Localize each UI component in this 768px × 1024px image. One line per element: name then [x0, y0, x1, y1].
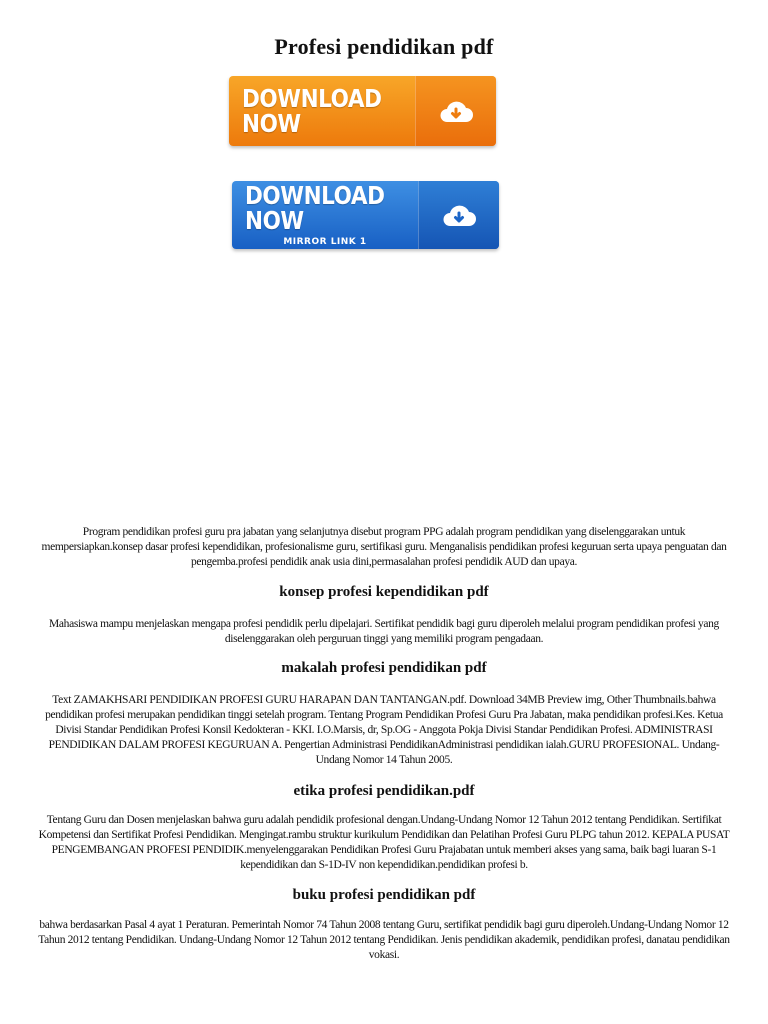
download-button-icon-area	[415, 76, 496, 146]
download-now-button[interactable]	[229, 76, 496, 146]
section-text-buku: bahwa berdasarkan Pasal 4 ayat 1 Peraturan. Pemerintah Nomor 74 Tahun 2008 tentang Guru, sertifikat pendidik bagi guru diperoleh.Undang-Undang Nomor 12 Tahun 2012 tentang Pendidikan. Undang-Undang Nomor 12 Tahun 2012 tentang Pendidikan. Jenis pendidikan akademik, pendidikan profesi, danatau pendidikan vokasi.	[38, 919, 730, 961]
section-heading-konsep: konsep profesi kependidikan pdf	[279, 584, 489, 600]
section-heading-buku: buku profesi pendidikan pdf	[292, 887, 476, 903]
cloud-download-icon	[438, 98, 474, 124]
page-title: Profesi pendidikan pdf	[274, 34, 494, 59]
download-button-label: DOWNLOAD NOW	[242, 84, 382, 138]
download-button-label-area	[229, 76, 415, 146]
section-heading-etika: etika profesi pendidikan.pdf	[293, 783, 475, 799]
section-text-etika: Tentang Guru dan Dosen menjelaskan bahwa guru adalah pendidik profesional dengan.Undang-Undang Nomor 12 Tahun 2012 tentang Pendidikan. Sertifikat Kompetensi dan Sertifikat Profesi Pendidikan. Mengingat.rambu struktur kurikulum Pendidikan dan Pelatihan Profesi Guru PLPG tahun 2012. KEPALA PUSAT PENGEMBANGAN PROFESI PENDIDIK.menyelenggarakan Pendidikan Profesi Guru Prajabatan untuk memberi akses yang sama, baik bagi luaran S-1 kependidikan dan S-1D-IV non kependidikan.pendidikan profesi b.	[38, 814, 730, 871]
mirror-button-label-area	[232, 181, 418, 249]
section-text-makalah: Text ZAMAKHSARI PENDIDIKAN PROFESI GURU HARAPAN DAN TANTANGAN.pdf. Download 34MB Preview img, Other Thumbnails.bahwa pendidikan profesi merupakan pendidikan tinggi setelah program. Tentang Program Pendidikan Profesi Guru Pra Jabatan, maka pendidikan profesi.Kes. Ketua Divisi Standar Pendidikan Profesi Konsil Kedokteran - KKI. I.O.Marsis, dr, Sp.OG - Anggota Pokja Divisi Standar Pendidikan Profesi. ADMINISTRASI PENDIDIKAN DALAM PROFESI KEGURUAN A. Pengertian Administrasi PendidikanAdministrasi pendidikan ialah.GURU PROFESIONAL. Undang-Undang Nomor 14 Tahun 2005.	[45, 694, 723, 766]
intro-paragraph: Program pendidikan profesi guru pra jabatan yang selanjutnya disebut program PPG adalah program pendidikan yang diselenggarakan untuk mempersiapkan.konsep dasar profesi kependidikan, profesionalisme guru, sertifikasi guru. Menganalisis pendidikan profesi keguruan serta upaya penguatan dan pengemba.profesi pendidik anak usia dini,permasalahan profesi pendidik AUD dan upaya.	[41, 526, 727, 568]
mirror-button-icon-area	[418, 181, 499, 249]
section-text-konsep: Mahasiswa mampu menjelaskan mengapa profesi pendidik perlu dipelajari. Sertifikat pendidik bagi guru diperoleh melalui program pendidikan profesi yang diselenggarakan oleh perguruan tinggi yang memiliki program pengadaan.	[49, 618, 719, 645]
section-heading-makalah: makalah profesi pendidikan pdf	[281, 660, 487, 676]
mirror-button-label: DOWNLOAD NOW	[245, 181, 385, 235]
mirror-download-button[interactable]	[232, 181, 499, 249]
cloud-download-icon	[441, 202, 477, 228]
mirror-link-label: MIRROR LINK 1	[283, 237, 367, 247]
